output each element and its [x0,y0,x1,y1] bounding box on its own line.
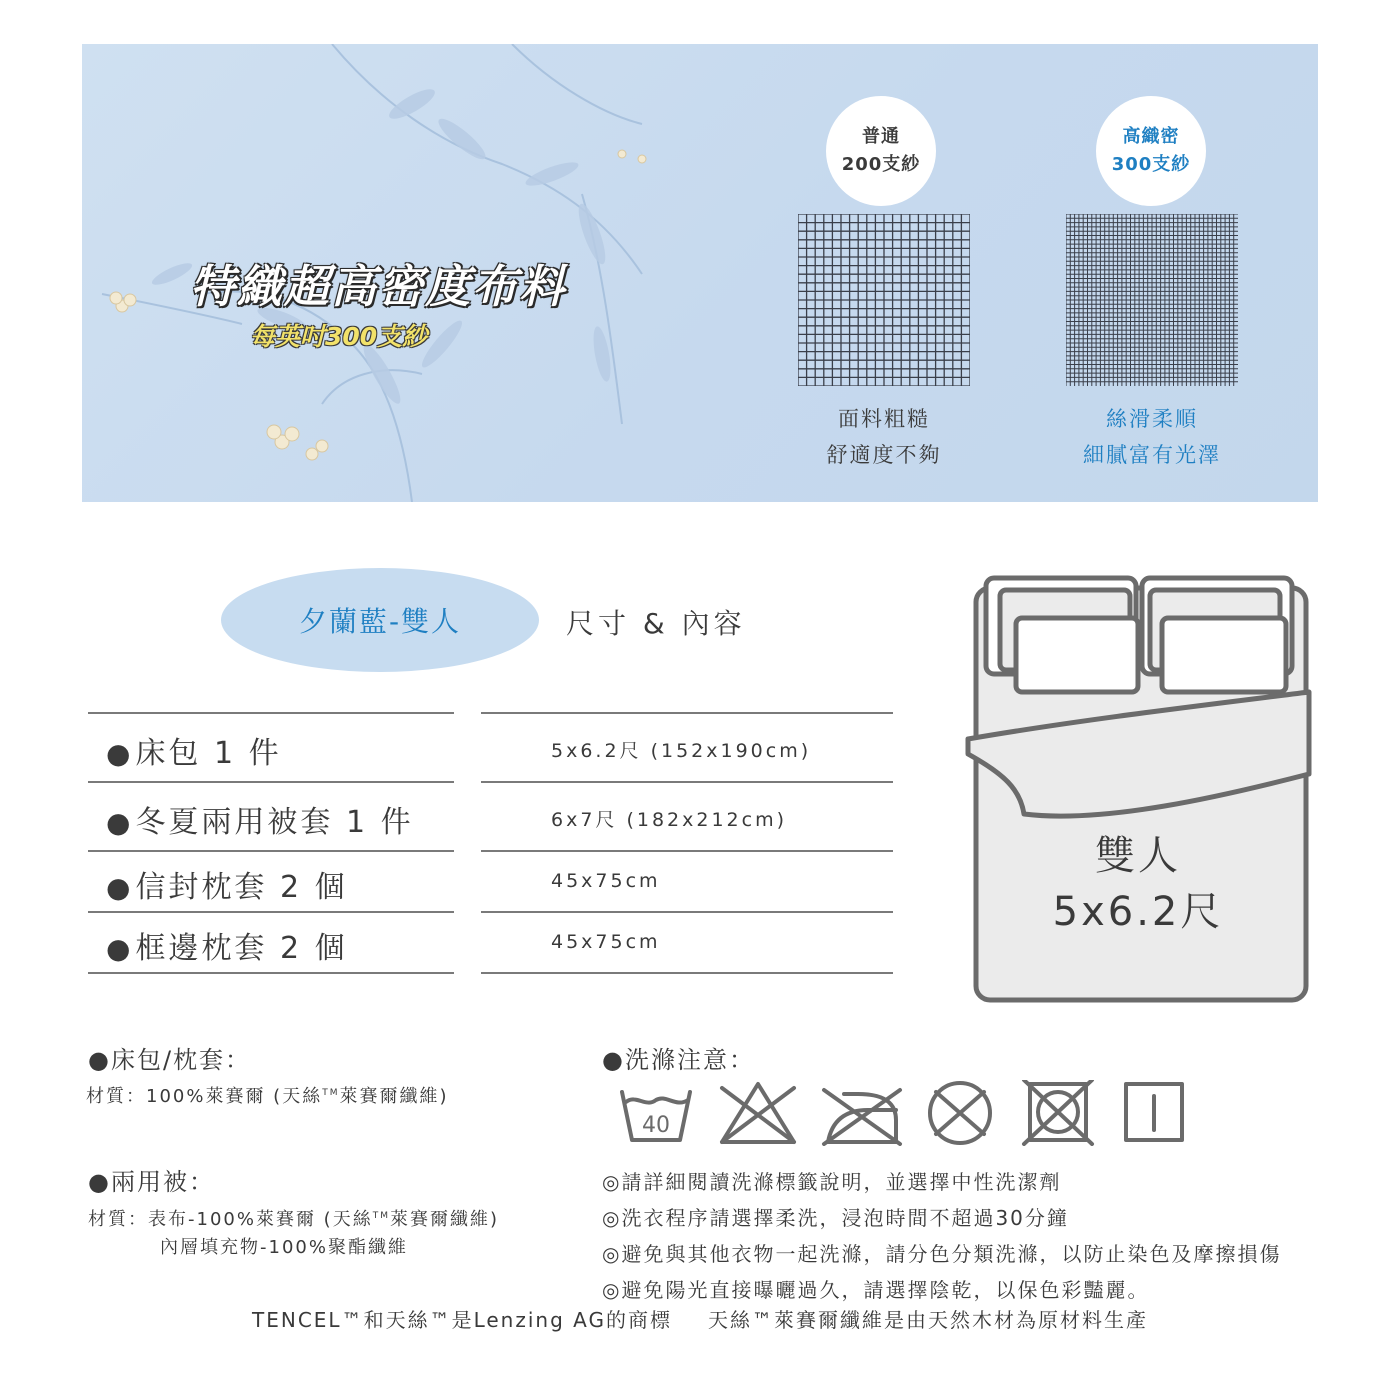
wash-temp: 40 [642,1113,670,1138]
bullet: ● [106,737,134,770]
material-text: 萊賽爾纖維) [339,1086,449,1107]
table-divider [481,972,893,974]
normal-label: 普通 [862,126,900,147]
bed-size-label [1020,828,1256,940]
material-text: 材質：表布-100%萊賽爾 (天絲 [88,1209,373,1230]
table-divider [481,712,893,714]
bed-label-line1: 雙人 [1095,833,1181,879]
no-iron-icon [824,1090,900,1144]
sheet-material-text [86,1077,449,1113]
bullet: ● [106,871,134,904]
normal-caption [774,401,994,473]
material-text: 材質：100%萊賽爾 (天絲 [86,1086,323,1107]
table-divider [481,911,893,913]
item-name: 冬夏兩用被套 1 件 [135,805,414,840]
table-divider [88,712,454,714]
table-row-size: 45x75cm [551,870,661,892]
bullet: ● [106,932,134,965]
table-divider [88,972,454,974]
item-name: 信封枕套 2 個 [135,870,348,905]
tm-mark: TM [322,1088,340,1098]
quilt-material-text [88,1200,499,1236]
headline: 特織超高密度布料 [190,260,567,313]
washing-note: ◎避免與其他衣物一起洗滌，請分色分類洗滌，以防止染色及摩擦損傷 [602,1242,1282,1266]
line-dry-icon [1126,1084,1182,1140]
no-dry-clean-icon [1024,1080,1092,1144]
item-name: 框邊枕套 2 個 [135,931,348,966]
normal-caption-line1: 面料粗糙 [838,407,930,431]
normal-thread-badge [826,96,936,206]
high-thread-badge [1096,96,1206,206]
washing-note: ◎洗衣程序請選擇柔洗，浸泡時間不超過30分鐘 [602,1206,1069,1230]
table-row-name [106,923,348,967]
washing-title: ●洗滌注意： [602,1046,755,1074]
product-name-pill [221,568,539,672]
normal-caption-line2: 舒適度不夠 [826,443,942,467]
sheet-material-title: ●床包/枕套： [88,1046,252,1074]
no-tumble-dry-icon [930,1083,990,1143]
product-name: 夕蘭藍-雙人 [298,605,462,638]
table-divider [481,850,893,852]
tm-mark: TM [372,1211,390,1221]
bullet: ● [106,806,134,839]
coarse-weave-grid-icon [798,214,970,386]
high-label: 高織密 [1122,126,1180,147]
high-caption [1042,401,1262,473]
table-row-size: 5x6.2尺 (152x190cm) [551,740,812,762]
quilt-filling-text: 內層填充物-100%聚酯纖維 [160,1237,408,1258]
material-text: 萊賽爾纖維) [389,1209,499,1230]
high-caption-line1: 絲滑柔順 [1106,407,1198,431]
table-row-size: 6x7尺 (182x212cm) [551,809,788,831]
trademark-footer [0,1304,1400,1333]
subline: 每英吋300支紗 [250,322,428,351]
dense-weave-grid-icon [1066,214,1238,386]
table-row-name [106,862,348,906]
high-caption-line2: 細膩富有光澤 [1083,443,1221,467]
table-row-size: 45x75cm [551,931,661,953]
high-count: 300支紗 [1111,154,1191,175]
table-divider [88,781,454,783]
quilt-material-title: ●兩用被： [88,1168,215,1196]
bed-label-line2: 5x6.2尺 [1052,889,1224,935]
footer-origin: 天絲™萊賽爾纖維是由天然木材為原材料生產 [707,1308,1148,1332]
washing-note: ◎避免陽光直接曝曬過久，請選擇陰乾，以保色彩豔麗。 [602,1278,1150,1302]
table-divider [481,781,893,783]
footer-trademark: TENCEL™和天絲™是Lenzing AG的商標 [252,1308,672,1332]
wash-40-icon [622,1092,690,1140]
table-row-name [106,728,282,772]
table-divider [88,911,454,913]
no-bleach-icon [722,1084,794,1142]
item-name: 床包 1 件 [135,736,282,771]
size-contents-title: 尺寸 & 內容 [566,607,746,640]
washing-note: ◎請詳細閱讀洗滌標籤說明，並選擇中性洗潔劑 [602,1170,1062,1194]
fabric-density-banner [82,44,1318,502]
normal-count: 200支紗 [841,154,921,175]
table-divider [88,850,454,852]
table-row-name [106,797,414,841]
care-symbols [618,1080,1188,1146]
